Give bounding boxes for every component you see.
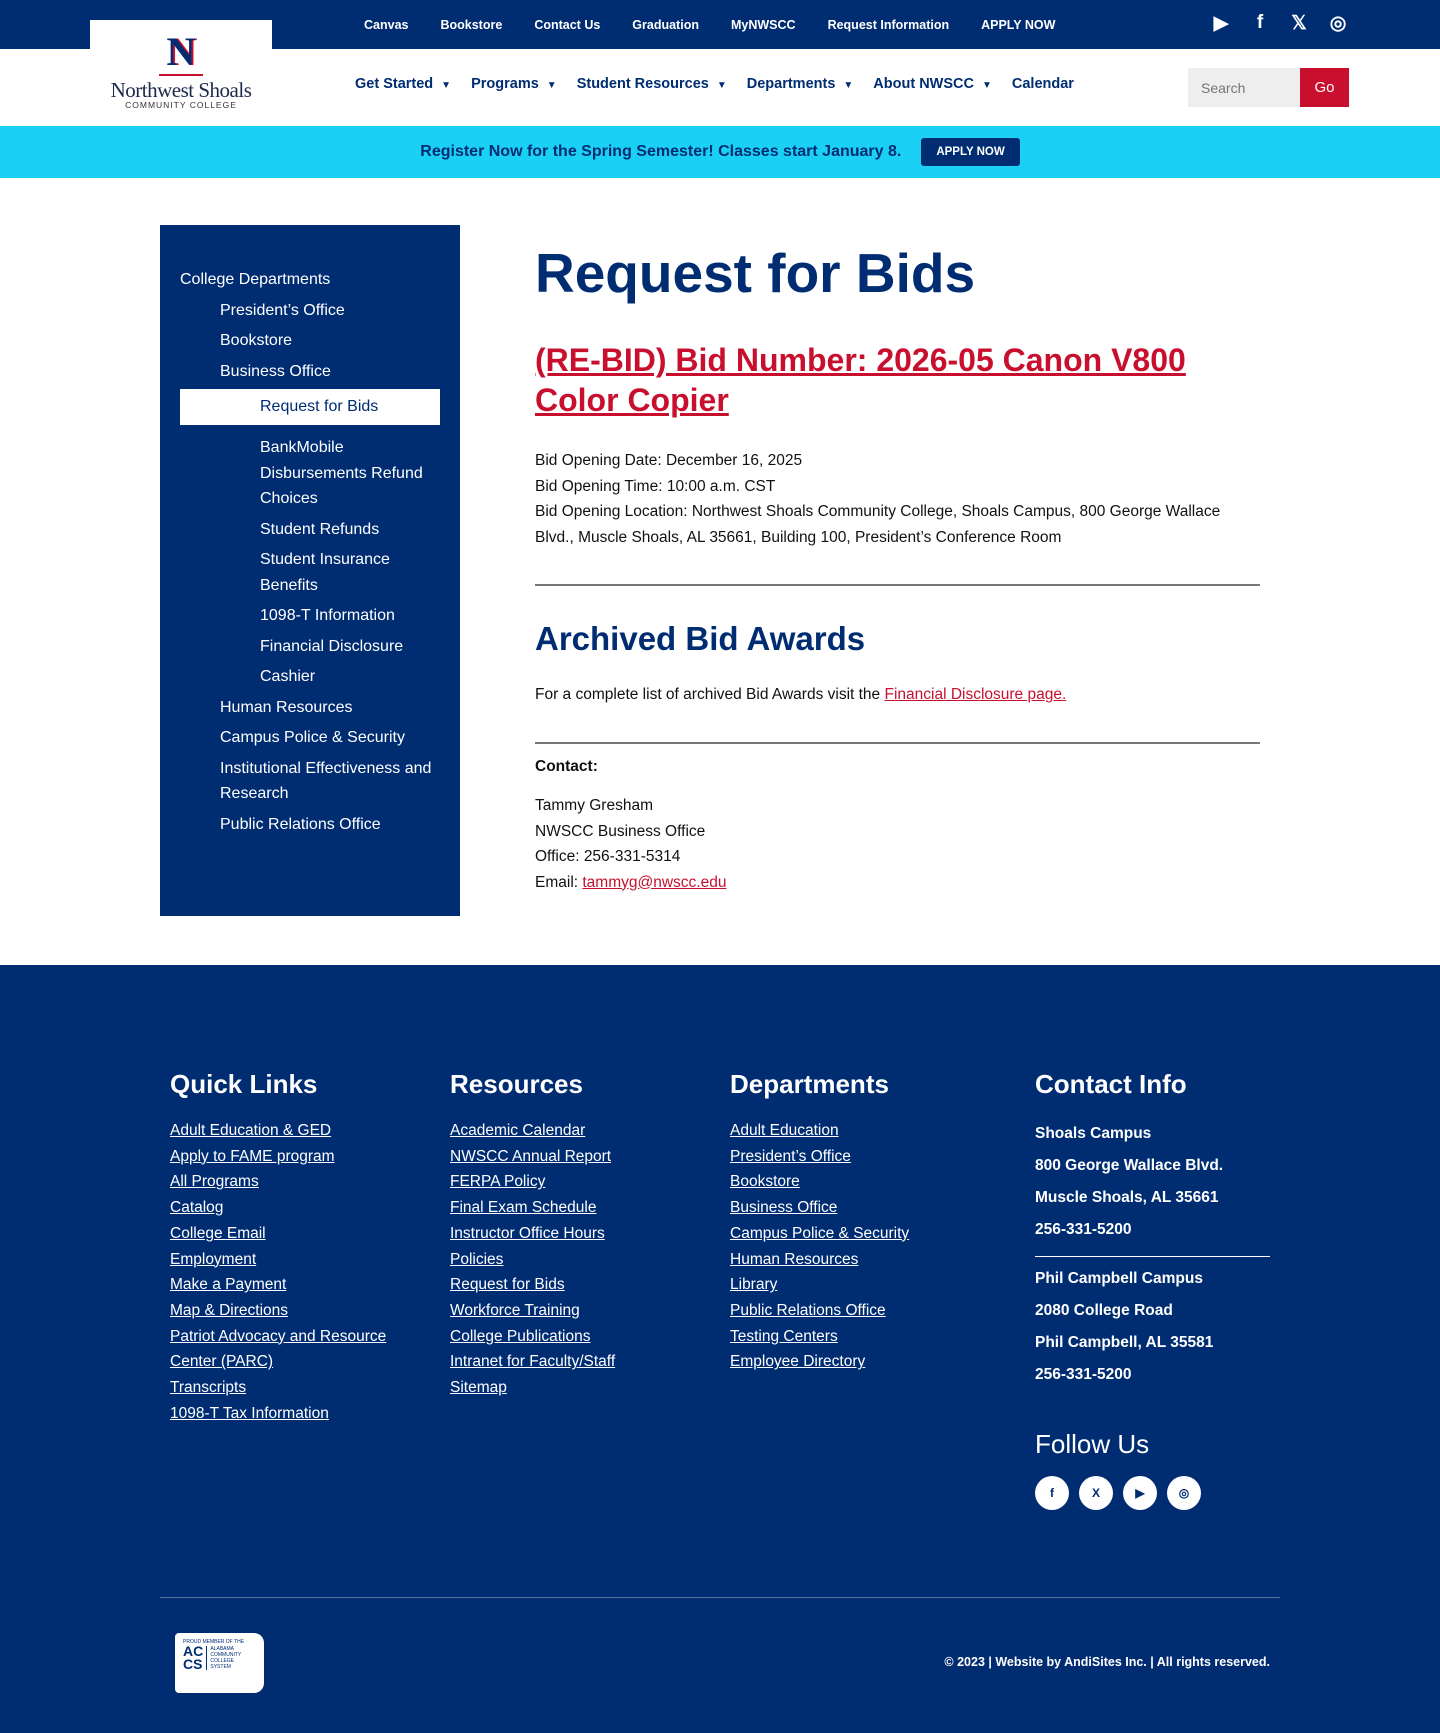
- contact-label: Contact:: [535, 757, 598, 775]
- footer-link[interactable]: FERPA Policy: [450, 1173, 546, 1191]
- main-content: [535, 240, 1260, 895]
- campus-address: 800 George Wallace Blvd.: [1035, 1157, 1224, 1174]
- top-link-mynwscc[interactable]: MyNWSCC: [730, 17, 796, 32]
- financial-disclosure-link[interactable]: Financial Disclosure page.: [884, 686, 1067, 703]
- top-link-contact[interactable]: Contact Us: [534, 17, 601, 32]
- sidebar-item[interactable]: Institutional Effectiveness and Research: [220, 759, 432, 802]
- footer-link[interactable]: Sitemap: [450, 1379, 507, 1397]
- footer-link[interactable]: Make a Payment: [170, 1276, 287, 1294]
- search-input[interactable]: [1188, 68, 1300, 107]
- nav-label: About NWSCC: [873, 76, 974, 92]
- sidebar-item[interactable]: Student Insurance Benefits: [260, 551, 390, 594]
- footer-link[interactable]: President’s Office: [730, 1147, 851, 1165]
- campus-name: Phil Campbell Campus: [1035, 1270, 1203, 1287]
- footer: [0, 965, 1440, 1733]
- footer-link[interactable]: Business Office: [730, 1199, 838, 1217]
- bid-info: [535, 448, 1260, 550]
- bid-location: Bid Opening Location: Northwest Shoals Community College, Shoals Campus, 800 George Wallace Blvd., Muscle Shoals, AL 35661, Building 100, President’s Conference Room: [535, 503, 1221, 546]
- accs-logo[interactable]: [175, 1633, 264, 1693]
- logo-divider: [159, 74, 203, 76]
- footer-heading: Departments: [730, 1069, 889, 1099]
- banner-text: Register Now for the Spring Semester! Classes start January 8.: [420, 143, 902, 160]
- footer-heading: Quick Links: [170, 1069, 318, 1099]
- caret-down-icon: ▼: [843, 80, 854, 91]
- search-go-button[interactable]: Go: [1300, 68, 1349, 107]
- contact-phone: Office: 256-331-5314: [535, 848, 681, 865]
- utility-nav: [364, 0, 1087, 49]
- footer-social: [1035, 1476, 1285, 1510]
- facebook-icon[interactable]: f: [1035, 1476, 1069, 1510]
- archived-heading: Archived Bid Awards: [535, 620, 866, 657]
- footer-link[interactable]: Final Exam Schedule: [450, 1199, 597, 1217]
- sidebar-item[interactable]: Public Relations Office: [220, 815, 381, 833]
- bid-time: Bid Opening Time: 10:00 a.m. CST: [535, 477, 776, 495]
- nav-programs[interactable]: [471, 76, 557, 92]
- footer-link[interactable]: Instructor Office Hours: [450, 1224, 605, 1242]
- sidebar-nav: [160, 225, 460, 916]
- sidebar-item[interactable]: College Departments: [180, 271, 331, 288]
- sidebar-item[interactable]: BankMobile Disbursements Refund Choices: [260, 439, 423, 507]
- footer-link[interactable]: Patriot Advocacy and Resource Center (PARC): [170, 1327, 387, 1371]
- contact-email-link[interactable]: tammyg@nwscc.edu: [582, 873, 727, 891]
- bid-date: Bid Opening Date: December 16, 2025: [535, 452, 803, 469]
- footer-link[interactable]: Employment: [170, 1250, 257, 1268]
- page-title: Request for Bids: [535, 242, 976, 304]
- logo-subtitle: COMMUNITY COLLEGE: [125, 100, 237, 110]
- footer-link[interactable]: All Programs: [170, 1173, 259, 1191]
- follow-us-heading: Follow Us: [1035, 1429, 1150, 1459]
- x-icon[interactable]: 𝕏: [1291, 13, 1307, 34]
- footer-link[interactable]: Adult Education: [730, 1122, 839, 1139]
- archived-text-body: For a complete list of archived Bid Awards visit the: [535, 686, 885, 703]
- campus-city: Phil Campbell, AL 35581: [1035, 1334, 1214, 1351]
- announcement-banner: [0, 126, 1440, 178]
- logo-mark: N: [166, 29, 196, 74]
- youtube-icon[interactable]: ▶: [1213, 13, 1229, 34]
- footer-link[interactable]: 1098-T Tax Information: [170, 1404, 329, 1422]
- footer-link[interactable]: College Publications: [450, 1327, 591, 1345]
- divider: [535, 584, 1260, 586]
- campus-phone: 256-331-5200: [1035, 1221, 1132, 1238]
- nav-label: Get Started: [355, 76, 434, 92]
- footer-link[interactable]: NWSCC Annual Report: [450, 1147, 612, 1165]
- footer-link[interactable]: Catalog: [170, 1199, 224, 1217]
- footer-link[interactable]: Academic Calendar: [450, 1122, 586, 1139]
- top-link-canvas[interactable]: Canvas: [364, 17, 409, 32]
- sidebar-item[interactable]: Bookstore: [220, 332, 293, 349]
- contact-email-row: [535, 870, 1260, 896]
- email-label: Email:: [535, 873, 583, 891]
- bid-link[interactable]: (RE-BID) Bid Number: 2026-05 Canon V800 Color Copier: [535, 342, 1186, 418]
- footer-departments: [730, 1069, 1010, 1375]
- footer-link[interactable]: Workforce Training: [450, 1301, 580, 1319]
- x-icon[interactable]: X: [1079, 1476, 1113, 1510]
- sidebar-item[interactable]: President’s Office: [220, 301, 345, 319]
- nav-calendar[interactable]: [1012, 76, 1074, 92]
- footer-divider: [160, 1597, 1280, 1598]
- banner-apply-button[interactable]: APPLY NOW: [921, 138, 1019, 166]
- footer-link[interactable]: Bookstore: [730, 1173, 800, 1191]
- top-link-graduation[interactable]: Graduation: [632, 17, 699, 32]
- campus-address: 2080 College Road: [1035, 1302, 1173, 1319]
- copyright: © 2023 | Website by AndiSites Inc. | All rights reserved.: [944, 1655, 1270, 1669]
- instagram-icon[interactable]: ◎: [1167, 1476, 1201, 1510]
- footer-link[interactable]: Testing Centers: [730, 1327, 838, 1345]
- archived-text: [535, 682, 1260, 708]
- footer-link[interactable]: Map & Directions: [170, 1301, 289, 1319]
- campus-name: Shoals Campus: [1035, 1125, 1152, 1142]
- sidebar-item[interactable]: Campus Police & Security: [220, 729, 405, 746]
- sidebar-item[interactable]: Student Refunds: [260, 520, 380, 538]
- nav-label: Student Resources: [576, 76, 709, 92]
- nav-student-resources[interactable]: [577, 76, 727, 92]
- sidebar-item[interactable]: Financial Disclosure: [260, 637, 404, 655]
- nav-label: Departments: [746, 76, 836, 92]
- footer-link[interactable]: Request for Bids: [450, 1276, 565, 1294]
- nav-get-started[interactable]: [355, 76, 451, 92]
- college-logo[interactable]: [90, 20, 272, 124]
- accs-text: ALABAMA COMMUNITY COLLEGE SYSTEM: [206, 1646, 246, 1670]
- caret-down-icon: ▼: [546, 80, 557, 91]
- footer-link[interactable]: Adult Education & GED: [170, 1122, 332, 1139]
- sidebar-item[interactable]: 1098-T Information: [260, 607, 395, 624]
- accs-top-text: PROUD MEMBER OF THE: [183, 1639, 245, 1645]
- footer-link[interactable]: Apply to FAME program: [170, 1147, 335, 1165]
- instagram-icon[interactable]: ◎: [1329, 13, 1347, 34]
- caret-down-icon: ▼: [981, 80, 992, 91]
- contact-name: Tammy Gresham: [535, 797, 653, 814]
- footer-link[interactable]: Employee Directory: [730, 1353, 866, 1371]
- top-link-request-info[interactable]: Request Information: [827, 17, 950, 32]
- main-nav: [355, 76, 1094, 92]
- top-link-apply[interactable]: APPLY NOW: [981, 17, 1056, 32]
- logo-name: Northwest Shoals: [110, 78, 252, 102]
- nav-about[interactable]: [873, 76, 992, 92]
- campus-city: Muscle Shoals, AL 35661: [1035, 1189, 1219, 1206]
- footer-link[interactable]: Public Relations Office: [730, 1301, 886, 1319]
- footer-link[interactable]: College Email: [170, 1224, 266, 1242]
- footer-resources: [450, 1069, 710, 1401]
- divider: [1035, 1256, 1270, 1257]
- sidebar-item-active[interactable]: Request for Bids: [180, 389, 440, 425]
- top-link-bookstore[interactable]: Bookstore: [440, 17, 503, 32]
- footer-heading: Resources: [450, 1069, 583, 1099]
- footer-link[interactable]: Policies: [450, 1250, 504, 1268]
- footer-link[interactable]: Human Resources: [730, 1250, 859, 1268]
- footer-link[interactable]: Intranet for Faculty/Staff: [450, 1353, 616, 1371]
- nav-label: Calendar: [1011, 76, 1074, 92]
- footer-heading: Contact Info: [1035, 1069, 1187, 1099]
- footer-link[interactable]: Campus Police & Security: [730, 1224, 910, 1242]
- caret-down-icon: ▼: [716, 80, 727, 91]
- caret-down-icon: ▼: [441, 80, 452, 91]
- sidebar-item[interactable]: Business Office: [220, 362, 331, 380]
- sidebar-item[interactable]: Cashier: [260, 668, 316, 685]
- sidebar-item[interactable]: Human Resources: [220, 698, 353, 716]
- nav-departments[interactable]: [747, 76, 854, 92]
- contact-office: NWSCC Business Office: [535, 822, 706, 840]
- social-links: [1210, 12, 1349, 35]
- footer-link[interactable]: Library: [730, 1276, 778, 1294]
- nav-label: Programs: [471, 76, 539, 92]
- facebook-icon[interactable]: f: [1256, 12, 1264, 33]
- campus-phone: 256-331-5200: [1035, 1366, 1132, 1383]
- divider: [535, 742, 1260, 744]
- accs-mark: AC CS: [183, 1643, 204, 1672]
- footer-quick-links: [170, 1069, 430, 1426]
- youtube-icon[interactable]: ▶: [1123, 1476, 1157, 1510]
- contact-block: [535, 793, 1260, 895]
- footer-contact: [1035, 1069, 1285, 1510]
- footer-link[interactable]: Transcripts: [170, 1379, 247, 1397]
